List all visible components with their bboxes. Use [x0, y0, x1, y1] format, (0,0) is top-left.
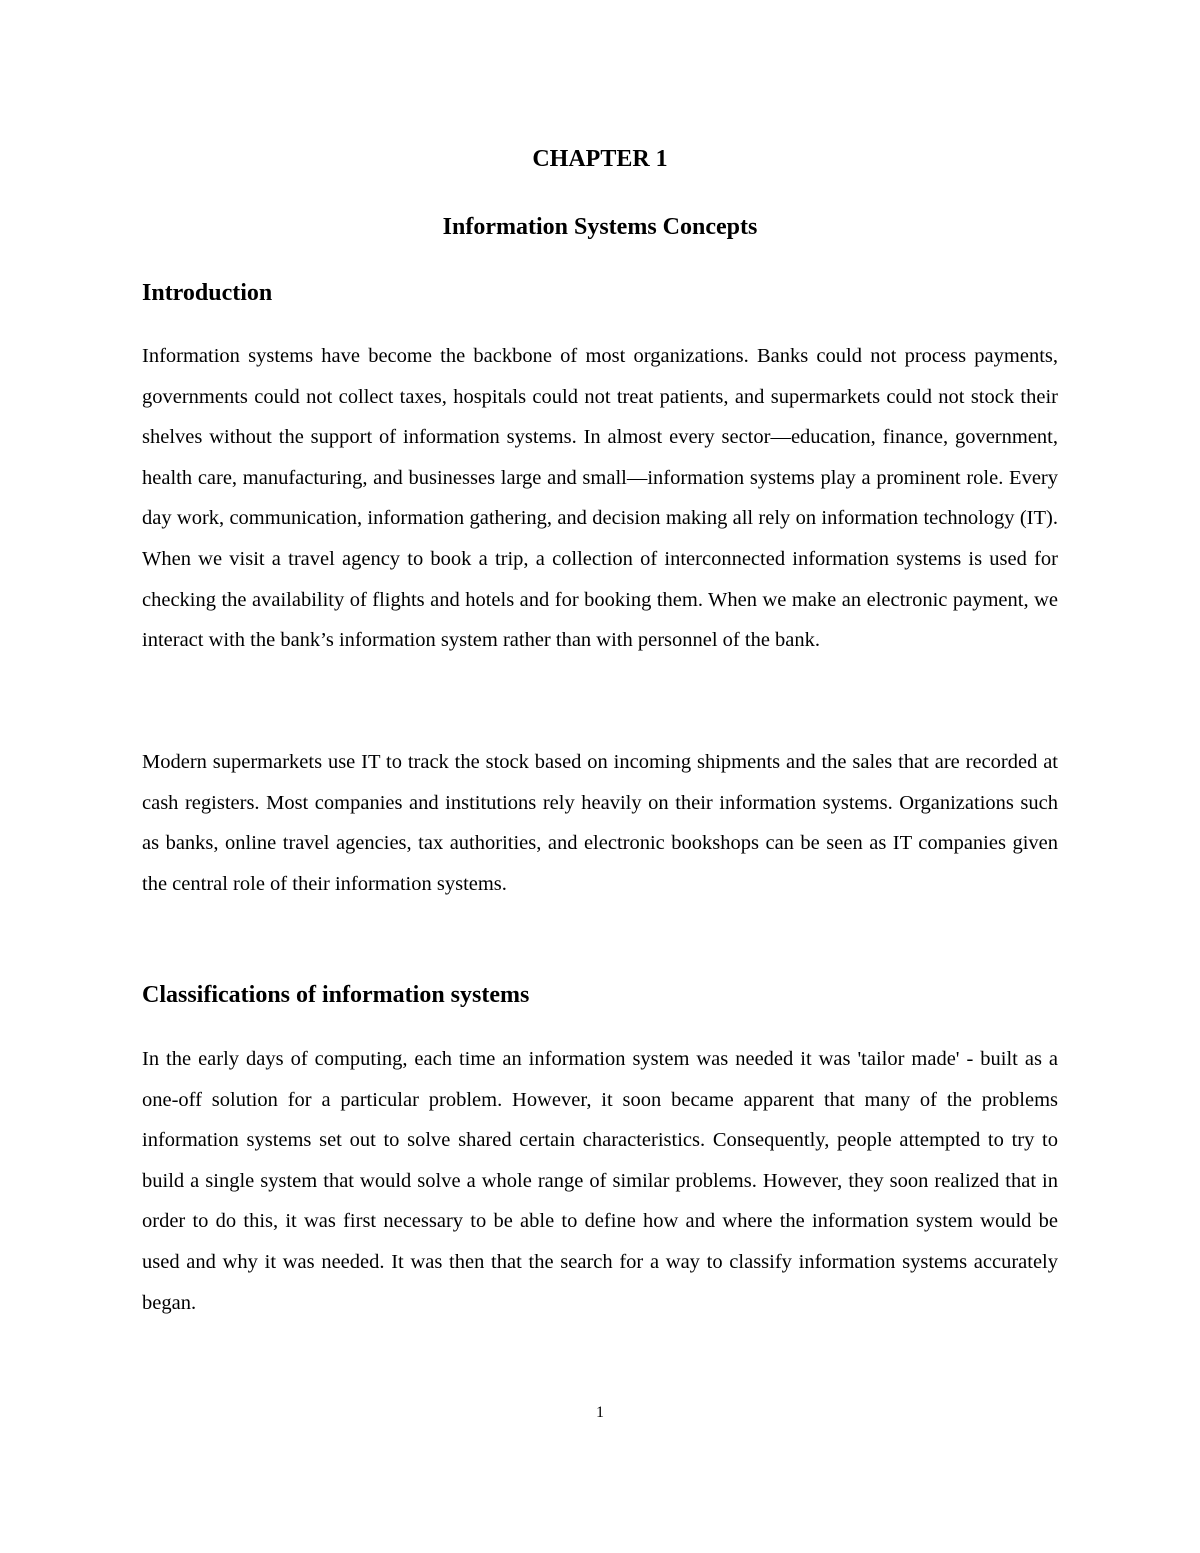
chapter-subtitle: Information Systems Concepts — [442, 214, 758, 240]
paragraph-modern-supermarkets: Modern supermarkets use IT to track the stock based on incoming shipments and the sales that are recorded at cash registers. Most companies and institutions rely heavily on their information systems. Organizations such as banks, online travel agencies, tax authorities, and electronic bookshops can be seen as IT companies given the central role of their information systems. — [142, 751, 1058, 895]
chapter-title: CHAPTER 1 — [532, 146, 668, 172]
paragraph-introduction: Information systems have become the backbone of most organizations. Banks could not process payments, governments could not collect taxes, hospitals could not treat patients, and supermarkets could not stock their shelves without the support of information systems. In almost every sector—education, finance, government, health care, manufacturing, and businesses large and small—information systems play a prominent role. Every day work, communication, information gathering, and decision making all rely on information technology (IT). When we visit a travel agency to book a trip, a collection of interconnected information systems is used for checking the availability of flights and hotels and for booking them. When we make an electronic payment, we interact with the bank’s information system rather than with personnel of the bank. — [142, 345, 1058, 652]
section-heading-introduction: Introduction — [142, 280, 273, 306]
paragraph-classifications: In the early days of computing, each time an information system was needed it was 'tailor made' - built as a one-off solution for a particular problem. However, it soon became apparent that many of the problems information systems set out to solve shared certain characteristics. Consequently, people attempted to try to build a single system that would solve a whole range of similar problems. However, they soon realized that in order to do this, it was first necessary to be able to define how and where the information system would be used and why it was needed. It was then that the search for a way to classify information systems accurately began. — [142, 1048, 1058, 1314]
page-number: 1 — [596, 1404, 604, 1421]
section-heading-classifications: Classifications of information systems — [142, 982, 530, 1008]
